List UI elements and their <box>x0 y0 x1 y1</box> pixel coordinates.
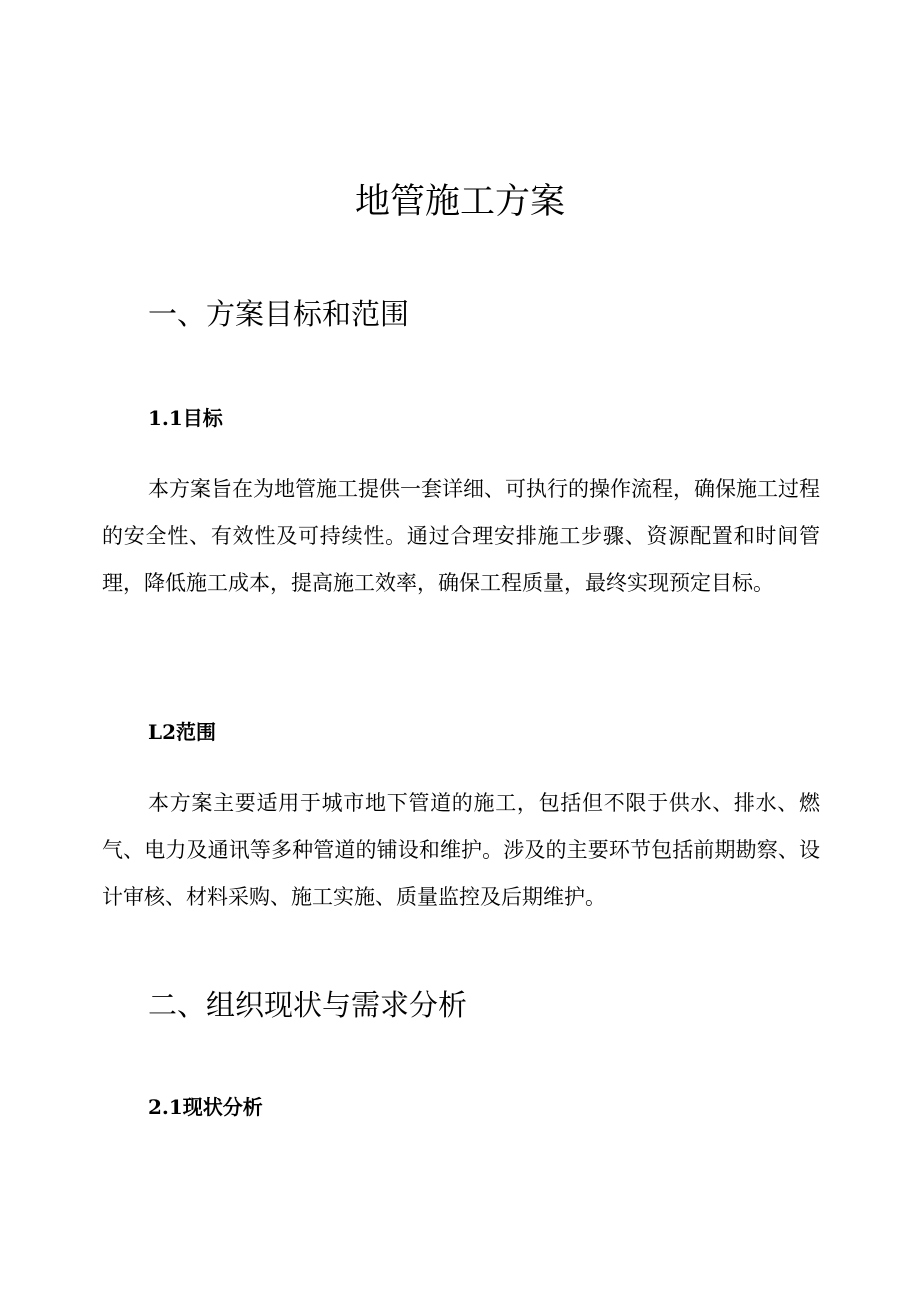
paragraph-goal: 本方案旨在为地管施工提供一套详细、可执行的操作流程，确保施工过程的安全性、有效性及可持续性。通过合理安排施工步骤、资源配置和时间管理，降低施工成本，提高施工效率，确保工程质量，最终实现预定目标。 <box>102 477 820 595</box>
paragraph-scope: 本方案主要适用于城市地下管道的施工，包括但不限于供水、排水、燃气、电力及通讯等多种管道的铺设和维护。涉及的主要环节包括前期勘察、设计审核、材料采购、施工实施、质量监控及后期维护。 <box>102 791 820 909</box>
section-heading-1: 一、方案目标和范围 <box>148 297 410 331</box>
section-heading-2: 二、组织现状与需求分析 <box>148 988 468 1022</box>
subsection-heading-1-1: 1.1目标 <box>148 406 223 430</box>
document-title: 地管施工方案 <box>354 182 565 222</box>
subsection-heading-2-1: 2.1现状分析 <box>148 1095 263 1119</box>
subsection-heading-1-2: L2范围 <box>148 720 216 744</box>
